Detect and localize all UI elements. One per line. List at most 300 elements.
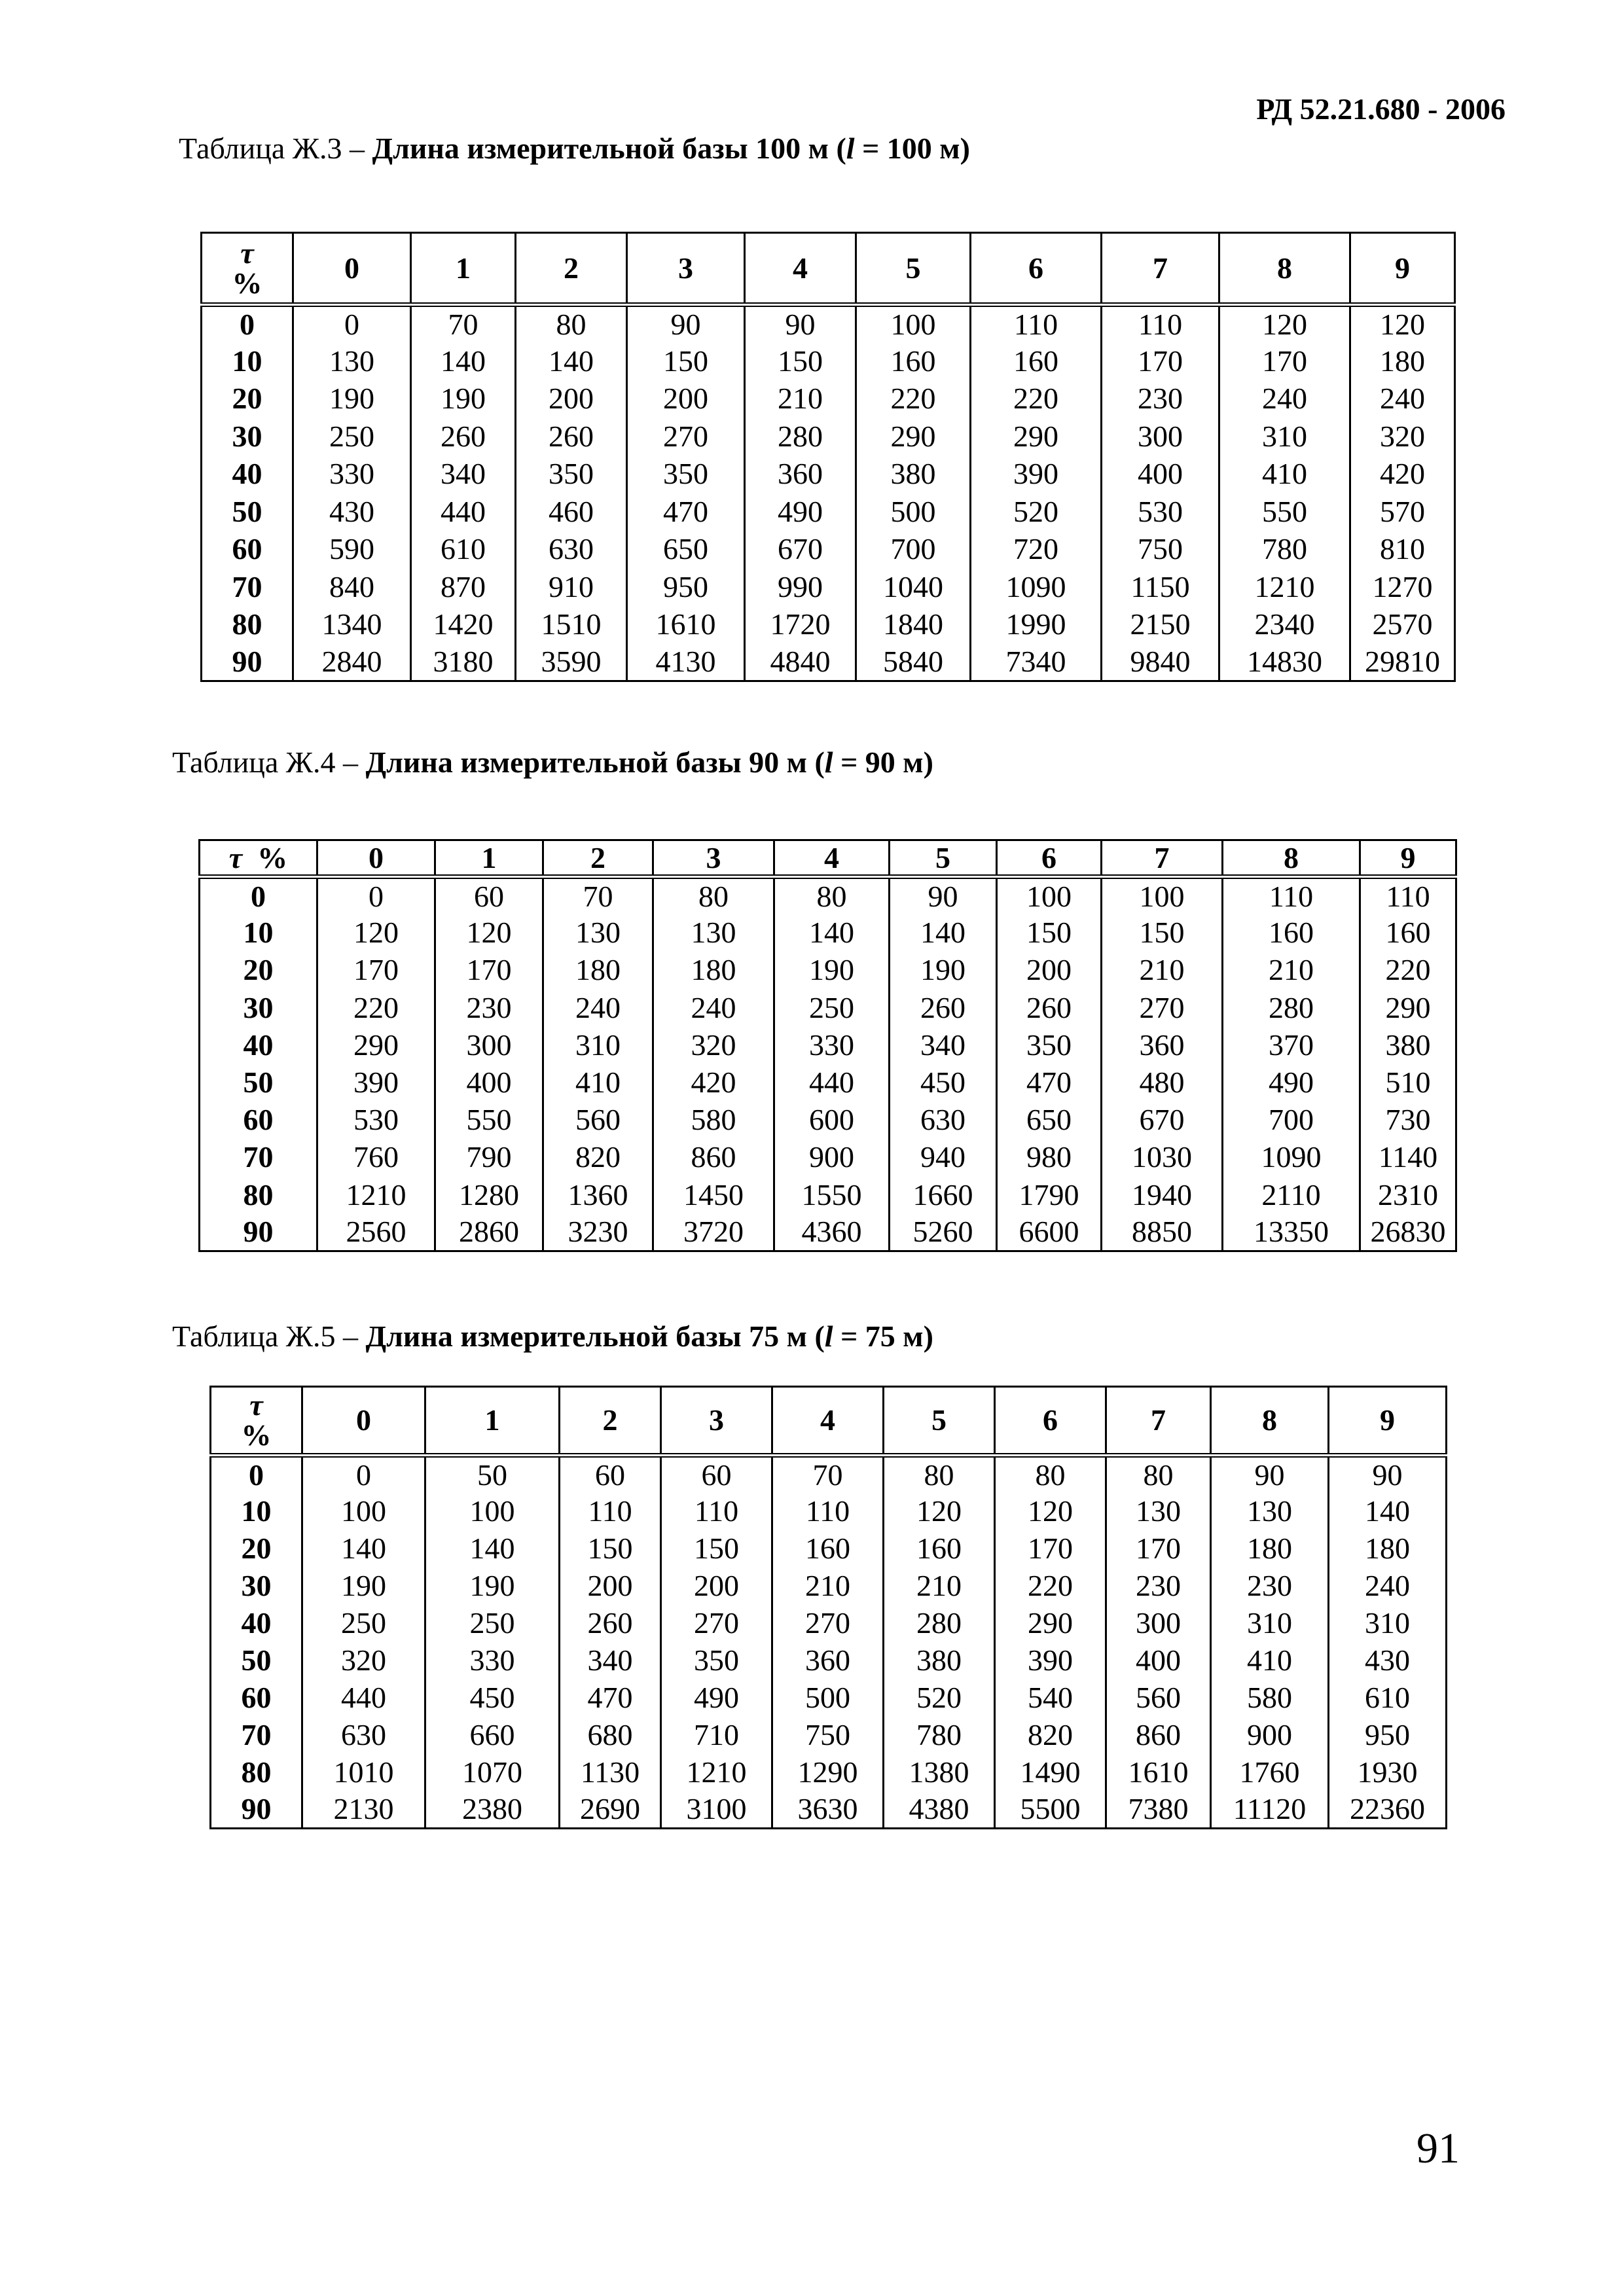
table-cell: 140 — [1329, 1493, 1447, 1530]
table-cell: 950 — [1329, 1717, 1447, 1754]
table-row — [202, 305, 1455, 343]
row-header: 80 — [200, 1176, 317, 1213]
table-row — [200, 1026, 1456, 1064]
table-cell: 2130 — [302, 1791, 425, 1829]
table-row — [202, 531, 1455, 569]
table-cell: 420 — [653, 1064, 774, 1101]
table-cell: 230 — [1211, 1568, 1329, 1605]
table-cell: 220 — [1360, 952, 1456, 989]
column-header: 3 — [661, 1387, 772, 1456]
table-cell: 980 — [997, 1139, 1102, 1176]
column-header: 4 — [774, 840, 890, 877]
table-cell: 70 — [772, 1456, 884, 1493]
table-cell: 1270 — [1350, 568, 1455, 606]
table-cell: 840 — [293, 568, 411, 606]
table-cell: 700 — [856, 531, 971, 569]
row-header: 10 — [202, 342, 293, 380]
row-header: 20 — [202, 380, 293, 418]
table-cell: 2690 — [560, 1791, 661, 1829]
table-caption — [172, 745, 933, 780]
table-cell: 450 — [425, 1679, 560, 1717]
row-header: 50 — [211, 1642, 302, 1679]
table-cell: 14830 — [1219, 643, 1350, 681]
table-row — [200, 1176, 1456, 1213]
table-cell: 3100 — [661, 1791, 772, 1829]
table-cell: 3180 — [411, 643, 516, 681]
table-cell: 900 — [774, 1139, 890, 1176]
table-cell: 530 — [317, 1102, 435, 1139]
table-cell: 390 — [971, 456, 1102, 493]
table-cell: 150 — [745, 342, 856, 380]
table-cell: 730 — [1360, 1102, 1456, 1139]
table-cell: 100 — [1102, 877, 1223, 914]
table-row — [211, 1568, 1447, 1605]
table-cell: 530 — [1102, 493, 1219, 531]
row-header: 60 — [202, 531, 293, 569]
column-header: 5 — [884, 1387, 995, 1456]
table-cell: 22360 — [1329, 1791, 1447, 1829]
table-cell: 250 — [425, 1605, 560, 1642]
table-cell: 710 — [661, 1717, 772, 1754]
table-cell: 11120 — [1211, 1791, 1329, 1829]
column-header: 7 — [1102, 233, 1219, 305]
table-cell: 2310 — [1360, 1176, 1456, 1213]
percent-unit: % — [232, 266, 262, 300]
caption-symbol: l — [824, 1319, 833, 1353]
caption-symbol: l — [824, 745, 833, 779]
column-header: 5 — [890, 840, 997, 877]
table-cell: 160 — [772, 1530, 884, 1568]
table-cell: 1280 — [435, 1176, 543, 1213]
row-header: 60 — [211, 1679, 302, 1717]
table-cell: 580 — [1211, 1679, 1329, 1717]
table-cell: 630 — [890, 1102, 997, 1139]
table-cell: 0 — [293, 305, 411, 343]
table-cell: 560 — [543, 1102, 653, 1139]
table-cell: 390 — [995, 1642, 1106, 1679]
table-cell: 210 — [772, 1568, 884, 1605]
row-header: 90 — [200, 1213, 317, 1251]
column-header: 1 — [411, 233, 516, 305]
caption-value: = 75 м) — [833, 1319, 933, 1353]
table-cell: 200 — [661, 1568, 772, 1605]
table-row — [202, 418, 1455, 456]
table-cell: 6600 — [997, 1213, 1102, 1251]
table-cell: 13350 — [1223, 1213, 1360, 1251]
caption-title: Длина измерительной базы 75 м ( — [365, 1319, 825, 1353]
column-header: 4 — [772, 1387, 884, 1456]
table-row — [211, 1717, 1447, 1754]
table-cell: 200 — [560, 1568, 661, 1605]
table-cell: 270 — [1102, 989, 1223, 1026]
row-header: 60 — [200, 1102, 317, 1139]
table-cell: 120 — [995, 1493, 1106, 1530]
table-row — [202, 568, 1455, 606]
column-header: 2 — [543, 840, 653, 877]
corner-header — [202, 233, 293, 305]
table-cell: 110 — [560, 1493, 661, 1530]
column-header: 8 — [1219, 233, 1350, 305]
table-cell: 220 — [317, 989, 435, 1026]
table-cell: 330 — [293, 456, 411, 493]
table-cell: 750 — [772, 1717, 884, 1754]
table-cell: 820 — [543, 1139, 653, 1176]
table-cell: 500 — [856, 493, 971, 531]
table-cell: 180 — [1350, 342, 1455, 380]
table-cell: 210 — [745, 380, 856, 418]
table-cell: 2380 — [425, 1791, 560, 1829]
table-cell: 80 — [884, 1456, 995, 1493]
table-cell: 130 — [1106, 1493, 1211, 1530]
table-cell: 1070 — [425, 1754, 560, 1791]
table-cell: 2560 — [317, 1213, 435, 1251]
caption-value: = 100 м) — [854, 132, 970, 165]
table-cell: 150 — [627, 342, 745, 380]
table-cell: 200 — [627, 380, 745, 418]
table-cell: 200 — [516, 380, 627, 418]
table-cell: 270 — [627, 418, 745, 456]
table-cell: 3590 — [516, 643, 627, 681]
table-row — [202, 643, 1455, 681]
table-cell: 310 — [1211, 1605, 1329, 1642]
table-cell: 1360 — [543, 1176, 653, 1213]
row-header: 50 — [200, 1064, 317, 1101]
table-cell: 490 — [745, 493, 856, 531]
table-cell: 130 — [293, 342, 411, 380]
table-row — [200, 1213, 1456, 1251]
table-cell: 490 — [1223, 1064, 1360, 1101]
corner-header — [200, 840, 317, 877]
table-cell: 550 — [1219, 493, 1350, 531]
table-cell: 1550 — [774, 1176, 890, 1213]
table-cell: 760 — [317, 1139, 435, 1176]
table-cell: 990 — [745, 568, 856, 606]
table-cell: 460 — [516, 493, 627, 531]
table-cell: 670 — [1102, 1102, 1223, 1139]
table-cell: 340 — [560, 1642, 661, 1679]
column-header: 4 — [745, 233, 856, 305]
table-cell: 420 — [1350, 456, 1455, 493]
table-cell: 180 — [1211, 1530, 1329, 1568]
tau-symbol: τ — [249, 1388, 263, 1422]
table-cell: 1490 — [995, 1754, 1106, 1791]
column-header: 8 — [1223, 840, 1360, 877]
table-cell: 200 — [997, 952, 1102, 989]
percent-unit: % — [241, 1418, 272, 1452]
table-cell: 250 — [774, 989, 890, 1026]
table-cell: 70 — [411, 305, 516, 343]
column-header: 3 — [653, 840, 774, 877]
caption-prefix: Таблица Ж.3 – — [179, 132, 372, 165]
table-cell: 110 — [1223, 877, 1360, 914]
table-cell: 750 — [1102, 531, 1219, 569]
table-cell: 2340 — [1219, 606, 1350, 644]
table-cell: 140 — [411, 342, 516, 380]
table-cell: 450 — [890, 1064, 997, 1101]
table-cell: 170 — [1106, 1530, 1211, 1568]
tau-symbol: τ — [228, 840, 243, 874]
table-cell: 2570 — [1350, 606, 1455, 644]
data-table — [200, 232, 1456, 682]
column-header: 7 — [1106, 1387, 1211, 1456]
row-header: 20 — [211, 1530, 302, 1568]
table-cell: 330 — [425, 1642, 560, 1679]
table-cell: 2150 — [1102, 606, 1219, 644]
table-cell: 260 — [890, 989, 997, 1026]
table-cell: 380 — [1360, 1026, 1456, 1064]
table-row — [211, 1530, 1447, 1568]
table-cell: 390 — [317, 1064, 435, 1101]
table-cell: 410 — [1219, 456, 1350, 493]
table-cell: 350 — [997, 1026, 1102, 1064]
table-cell: 610 — [1329, 1679, 1447, 1717]
row-header: 0 — [211, 1456, 302, 1493]
table-cell: 500 — [772, 1679, 884, 1717]
table-cell: 120 — [435, 914, 543, 952]
table-cell: 1420 — [411, 606, 516, 644]
table-cell: 140 — [516, 342, 627, 380]
table-row — [211, 1605, 1447, 1642]
table-cell: 400 — [435, 1064, 543, 1101]
table-cell: 410 — [543, 1064, 653, 1101]
table-cell: 430 — [293, 493, 411, 531]
table-cell: 470 — [627, 493, 745, 531]
table-cell: 240 — [1219, 380, 1350, 418]
table-cell: 1040 — [856, 568, 971, 606]
table-cell: 1130 — [560, 1754, 661, 1791]
row-header: 40 — [211, 1605, 302, 1642]
table-cell: 510 — [1360, 1064, 1456, 1101]
table-cell: 430 — [1329, 1642, 1447, 1679]
table-cell: 820 — [995, 1717, 1106, 1754]
table-cell: 790 — [435, 1139, 543, 1176]
column-header: 9 — [1350, 233, 1455, 305]
row-header: 30 — [211, 1568, 302, 1605]
table-cell: 3720 — [653, 1213, 774, 1251]
table-cell: 2110 — [1223, 1176, 1360, 1213]
table-caption — [172, 1319, 933, 1354]
row-header: 40 — [202, 456, 293, 493]
table-cell: 1090 — [971, 568, 1102, 606]
table-cell: 80 — [1106, 1456, 1211, 1493]
column-header: 7 — [1102, 840, 1223, 877]
table-cell: 780 — [1219, 531, 1350, 569]
table-cell: 260 — [560, 1605, 661, 1642]
table-cell: 280 — [884, 1605, 995, 1642]
table-cell: 310 — [543, 1026, 653, 1064]
table-row — [200, 877, 1456, 914]
table-cell: 340 — [890, 1026, 997, 1064]
table-cell: 1450 — [653, 1176, 774, 1213]
table-cell: 0 — [317, 877, 435, 914]
table-cell: 100 — [425, 1493, 560, 1530]
column-header: 1 — [435, 840, 543, 877]
table-cell: 280 — [745, 418, 856, 456]
row-header: 40 — [200, 1026, 317, 1064]
table-cell: 330 — [774, 1026, 890, 1064]
table-cell: 8850 — [1102, 1213, 1223, 1251]
table-cell: 190 — [302, 1568, 425, 1605]
table-cell: 1840 — [856, 606, 971, 644]
table-cell: 170 — [317, 952, 435, 989]
table-cell: 360 — [745, 456, 856, 493]
table-cell: 150 — [997, 914, 1102, 952]
table-cell: 470 — [560, 1679, 661, 1717]
table-cell: 7340 — [971, 643, 1102, 681]
table-cell: 90 — [745, 305, 856, 343]
table-cell: 140 — [890, 914, 997, 952]
table-cell: 1090 — [1223, 1139, 1360, 1176]
data-table — [209, 1386, 1447, 1829]
table-cell: 180 — [543, 952, 653, 989]
percent-unit: % — [257, 840, 288, 874]
table-cell: 290 — [971, 418, 1102, 456]
table-cell: 1210 — [1219, 568, 1350, 606]
table-cell: 320 — [1350, 418, 1455, 456]
table-cell: 520 — [884, 1679, 995, 1717]
table-cell: 26830 — [1360, 1213, 1456, 1251]
table-cell: 180 — [1329, 1530, 1447, 1568]
table-cell: 230 — [1106, 1568, 1211, 1605]
row-header: 90 — [202, 643, 293, 681]
table-cell: 4360 — [774, 1213, 890, 1251]
table-cell: 1340 — [293, 606, 411, 644]
table-cell: 3230 — [543, 1213, 653, 1251]
row-header: 0 — [202, 305, 293, 343]
table-cell: 600 — [774, 1102, 890, 1139]
table-cell: 1210 — [661, 1754, 772, 1791]
column-header: 0 — [302, 1387, 425, 1456]
table-cell: 5500 — [995, 1791, 1106, 1829]
corner-header — [211, 1387, 302, 1456]
table-row — [211, 1679, 1447, 1717]
table-cell: 190 — [293, 380, 411, 418]
table-cell: 230 — [435, 989, 543, 1026]
table-cell: 370 — [1223, 1026, 1360, 1064]
table-cell: 5260 — [890, 1213, 997, 1251]
table-cell: 350 — [627, 456, 745, 493]
table-cell: 860 — [653, 1139, 774, 1176]
table-cell: 400 — [1106, 1642, 1211, 1679]
table-cell: 7380 — [1106, 1791, 1211, 1829]
table-cell: 190 — [774, 952, 890, 989]
table-cell: 220 — [856, 380, 971, 418]
table-cell: 80 — [653, 877, 774, 914]
table-cell: 90 — [1211, 1456, 1329, 1493]
table-cell: 9840 — [1102, 643, 1219, 681]
table-row — [202, 342, 1455, 380]
table-cell: 180 — [653, 952, 774, 989]
caption-prefix: Таблица Ж.5 – — [172, 1319, 366, 1353]
column-header: 9 — [1360, 840, 1456, 877]
table-cell: 90 — [1329, 1456, 1447, 1493]
table-cell: 120 — [1350, 305, 1455, 343]
row-header: 70 — [211, 1717, 302, 1754]
table-cell: 210 — [884, 1568, 995, 1605]
row-header: 10 — [211, 1493, 302, 1530]
table-cell: 3630 — [772, 1791, 884, 1829]
table-cell: 940 — [890, 1139, 997, 1176]
column-header: 2 — [560, 1387, 661, 1456]
table-cell: 300 — [435, 1026, 543, 1064]
table-cell: 1790 — [997, 1176, 1102, 1213]
table-cell: 1150 — [1102, 568, 1219, 606]
table-cell: 1380 — [884, 1754, 995, 1791]
table-row — [211, 1642, 1447, 1679]
table-cell: 170 — [995, 1530, 1106, 1568]
table-cell: 260 — [411, 418, 516, 456]
table-cell: 520 — [971, 493, 1102, 531]
row-header: 0 — [200, 877, 317, 914]
row-header: 70 — [200, 1139, 317, 1176]
table-cell: 130 — [1211, 1493, 1329, 1530]
table-row — [202, 456, 1455, 493]
table-cell: 130 — [543, 914, 653, 952]
table-cell: 60 — [435, 877, 543, 914]
table-cell: 160 — [971, 342, 1102, 380]
document-code: РД 52.21.680 - 2006 — [1256, 92, 1506, 126]
table-cell: 110 — [971, 305, 1102, 343]
table-cell: 310 — [1219, 418, 1350, 456]
table-cell: 810 — [1350, 531, 1455, 569]
table-cell: 4130 — [627, 643, 745, 681]
table-cell: 120 — [884, 1493, 995, 1530]
table-cell: 590 — [293, 531, 411, 569]
table-cell: 440 — [411, 493, 516, 531]
table-cell: 680 — [560, 1717, 661, 1754]
table-cell: 300 — [1102, 418, 1219, 456]
table-row — [211, 1456, 1447, 1493]
column-header: 9 — [1329, 1387, 1447, 1456]
row-header: 30 — [200, 989, 317, 1026]
table-cell: 870 — [411, 568, 516, 606]
table-cell: 240 — [1329, 1568, 1447, 1605]
table-cell: 1610 — [1106, 1754, 1211, 1791]
table-cell: 1010 — [302, 1754, 425, 1791]
table-cell: 29810 — [1350, 643, 1455, 681]
table-cell: 490 — [661, 1679, 772, 1717]
table-row — [200, 1064, 1456, 1101]
table-cell: 290 — [1360, 989, 1456, 1026]
column-header: 6 — [995, 1387, 1106, 1456]
table-row — [211, 1791, 1447, 1829]
table-cell: 270 — [661, 1605, 772, 1642]
table-cell: 780 — [884, 1717, 995, 1754]
table-cell: 160 — [1223, 914, 1360, 952]
table-cell: 260 — [997, 989, 1102, 1026]
caption-symbol: l — [846, 132, 855, 165]
table-cell: 650 — [997, 1102, 1102, 1139]
table-cell: 150 — [1102, 914, 1223, 952]
table-cell: 80 — [516, 305, 627, 343]
table-cell: 360 — [1102, 1026, 1223, 1064]
table-cell: 440 — [302, 1679, 425, 1717]
table-cell: 150 — [661, 1530, 772, 1568]
table-cell: 250 — [293, 418, 411, 456]
table-cell: 270 — [772, 1605, 884, 1642]
table-cell: 280 — [1223, 989, 1360, 1026]
table-cell: 470 — [997, 1064, 1102, 1101]
table-cell: 350 — [661, 1642, 772, 1679]
tau-symbol: τ — [240, 236, 254, 270]
row-header: 30 — [202, 418, 293, 456]
row-header: 80 — [211, 1754, 302, 1791]
table-cell: 1140 — [1360, 1139, 1456, 1176]
table-cell: 190 — [890, 952, 997, 989]
table-cell: 4840 — [745, 643, 856, 681]
row-header: 70 — [202, 568, 293, 606]
table-cell: 300 — [1106, 1605, 1211, 1642]
